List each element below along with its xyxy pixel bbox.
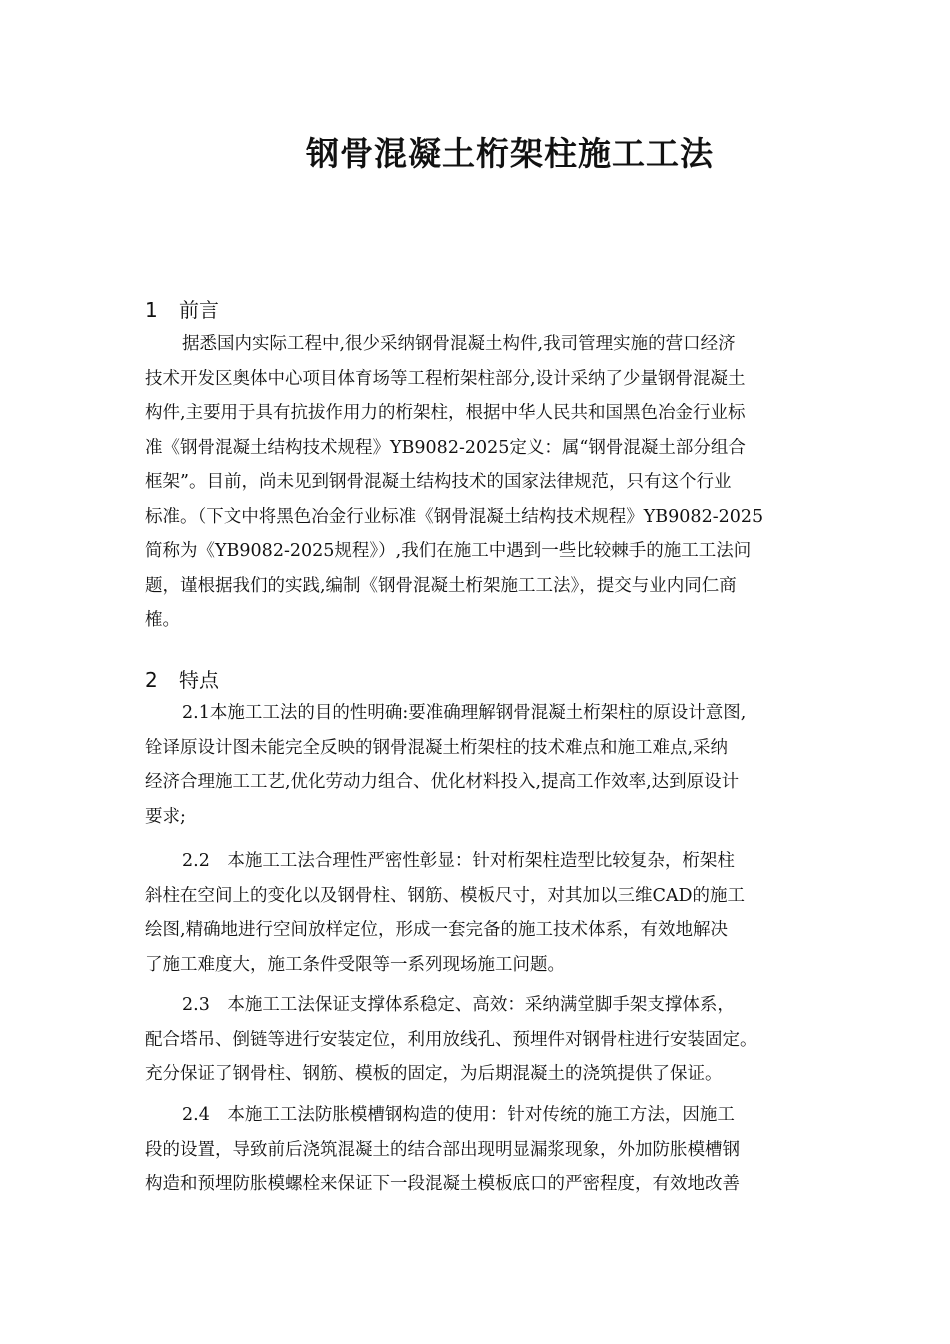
section-heading-1: [145, 294, 219, 323]
section-2-paragraph-2: [145, 844, 820, 982]
text-line: 2.2 本施工工法合理性严密性彰显：针对桁架柱造型比较复杂，桁架柱: [182, 851, 735, 871]
section-number: 1: [145, 298, 158, 322]
text-line: 据悉国内实际工程中,很少采纳钢骨混凝土构件,我司管理实施的营口经济: [182, 334, 736, 354]
text-line: 配合塔吊、倒链等进行安装定位，利用放线孔、预埋件对钢骨柱进行安装固定。: [145, 1029, 758, 1050]
text-line: 榷。: [145, 610, 180, 630]
section-title: 特点: [179, 668, 219, 692]
text-line: 技术开发区奥体中心项目体育场等工程桁架柱部分,设计采纳了少量钢骨混凝土: [145, 368, 746, 389]
section-2-paragraph-3: [145, 988, 820, 1092]
text-line: 2.1本施工工法的目的性明确:要准确理解钢骨混凝土桁架柱的原设计意图,: [182, 703, 747, 723]
text-line: 构件,主要用于具有抗拔作用力的桁架柱，根据中华人民共和国黑色冶金行业标: [145, 403, 746, 423]
section-title: 前言: [179, 298, 219, 322]
text-line: 准《钢骨混凝土结构技术规程》YB9082-2025定义：属“钢骨混凝土部分组合: [145, 437, 746, 458]
text-line: 斜柱在空间上的变化以及钢骨柱、钢筋、模板尺寸，对其加以三维CAD的施工: [145, 885, 746, 906]
text-line: 题，谨根据我们的实践,编制《钢骨混凝土桁架施工工法》，提交与业内同仁商: [145, 575, 737, 596]
text-line: 充分保证了钢骨柱、钢筋、模板的固定，为后期混凝土的浇筑提供了保证。: [145, 1064, 723, 1084]
text-line: 铨译原设计图未能完全反映的钢骨混凝土桁架柱的技术难点和施工难点,采纳: [145, 737, 729, 758]
text-line: 要求;: [145, 806, 186, 827]
section-2-paragraph-1: [145, 696, 820, 834]
section-number: 2: [145, 668, 158, 692]
text-line: 2.3 本施工工法保证支撑体系稳定、高效：采纳满堂脚手架支撑体系，: [182, 995, 735, 1015]
text-line: 2.4 本施工工法防胀模槽钢构造的使用：针对传统的施工方法，因施工: [182, 1105, 735, 1125]
section-2-paragraph-4: [145, 1098, 820, 1202]
text-line: 绘图,精确地进行空间放样定位，形成一套完备的施工技术体系，有效地解决: [145, 920, 729, 940]
document-title: 钢骨混凝土桁架柱施工工法: [306, 134, 714, 173]
text-line: 段的设置，导致前后浇筑混凝土的结合部出现明显漏浆现象，外加防胀模槽钢: [145, 1139, 740, 1160]
text-line: 简称为《YB9082-2025规程》）,我们在施工中遇到一些比较棘手的施工工法问: [145, 541, 752, 561]
section-heading-2: [145, 664, 219, 693]
text-line: 了施工难度大，施工条件受限等一系列现场施工问题。: [145, 954, 565, 975]
text-line: 构造和预埋防胀模螺栓来保证下一段混凝土模板底口的严密程度，有效地改善: [145, 1174, 740, 1194]
section-1-paragraph-1: [145, 327, 820, 638]
text-line: 框架”。目前，尚未见到钢骨混凝土结构技术的国家法律规范，只有这个行业: [145, 472, 732, 492]
text-line: 标准。（下文中将黑色冶金行业标准《钢骨混凝土结构技术规程》YB9082-2025: [145, 506, 764, 527]
text-line: 经济合理施工工艺,优化劳动力组合、优化材料投入,提高工作效率,达到原设计: [145, 772, 740, 792]
